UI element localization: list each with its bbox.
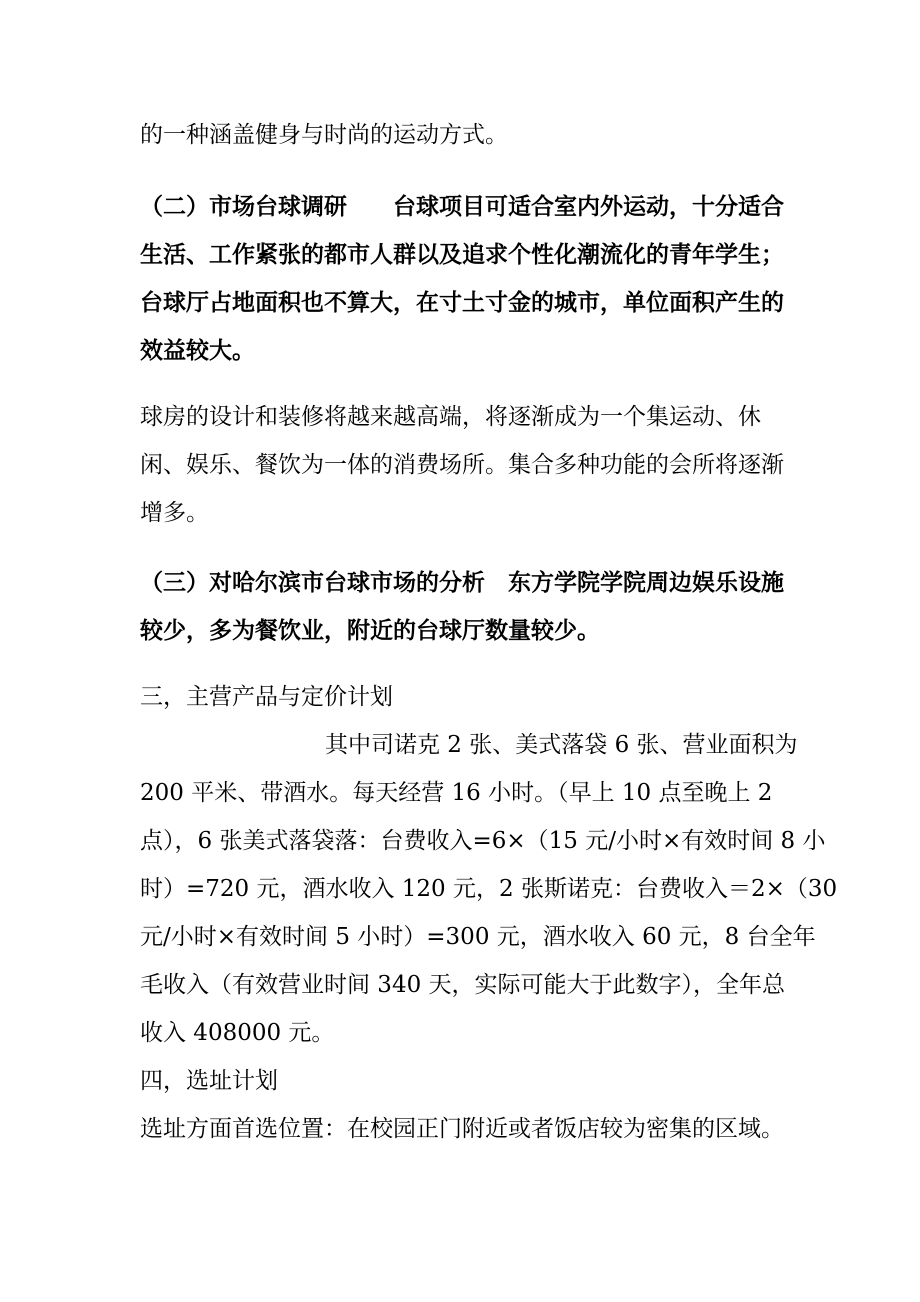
section-heading-products-pricing: 三，主营产品与定价计划	[140, 684, 393, 710]
paragraph-line: 增多。	[140, 500, 209, 526]
section-heading-market-research: （二）市场台球调研 台球项目可适合室内外运动，十分适合	[140, 194, 784, 220]
paragraph-line: 球房的设计和装修将越来越高端，将逐渐成为一个集运动、休	[140, 404, 761, 430]
paragraph-line: 闲、娱乐、餐饮为一体的消费场所。集合多种功能的会所将逐渐	[140, 452, 784, 478]
section-heading-harbin-analysis: （三）对哈尔滨市台球市场的分析 东方学院学院周边娱乐设施	[140, 570, 784, 596]
paragraph-line: 时）=720 元，酒水收入 120 元，2 张斯诺克：台费收入＝2×（30	[140, 876, 838, 902]
paragraph-line: 台球厅占地面积也不算大，在寸土寸金的城市，单位面积产生的	[140, 290, 784, 316]
paragraph-line: 其中司诺克 2 张、美式落袋 6 张、营业面积为	[325, 732, 798, 758]
paragraph-line: 元/小时×有效时间 5 小时）=300 元，酒水收入 60 元，8 台全年	[140, 924, 816, 950]
paragraph-line: 生活、工作紧张的都市人群以及追求个性化潮流化的青年学生；	[140, 242, 784, 268]
paragraph-line: 选址方面首选位置：在校园正门附近或者饭店较为密集的区域。	[140, 1116, 784, 1142]
paragraph-line: 点），6 张美式落袋落：台费收入=6×（15 元/小时×有效时间 8 小	[140, 828, 826, 854]
paragraph-line: 毛收入（有效营业时间 340 天，实际可能大于此数字），全年总	[140, 972, 786, 998]
paragraph-line: 较少，多为餐饮业，附近的台球厅数量较少。	[140, 618, 600, 644]
paragraph-line: 的一种涵盖健身与时尚的运动方式。	[140, 122, 508, 148]
paragraph-line: 200 平米、带酒水。每天经营 16 小时。（早上 10 点至晚上 2	[140, 780, 773, 806]
paragraph-line: 收入 408000 元。	[140, 1020, 335, 1046]
paragraph-line: 效益较大。	[140, 338, 255, 364]
section-heading-site-selection: 四，选址计划	[140, 1068, 278, 1094]
